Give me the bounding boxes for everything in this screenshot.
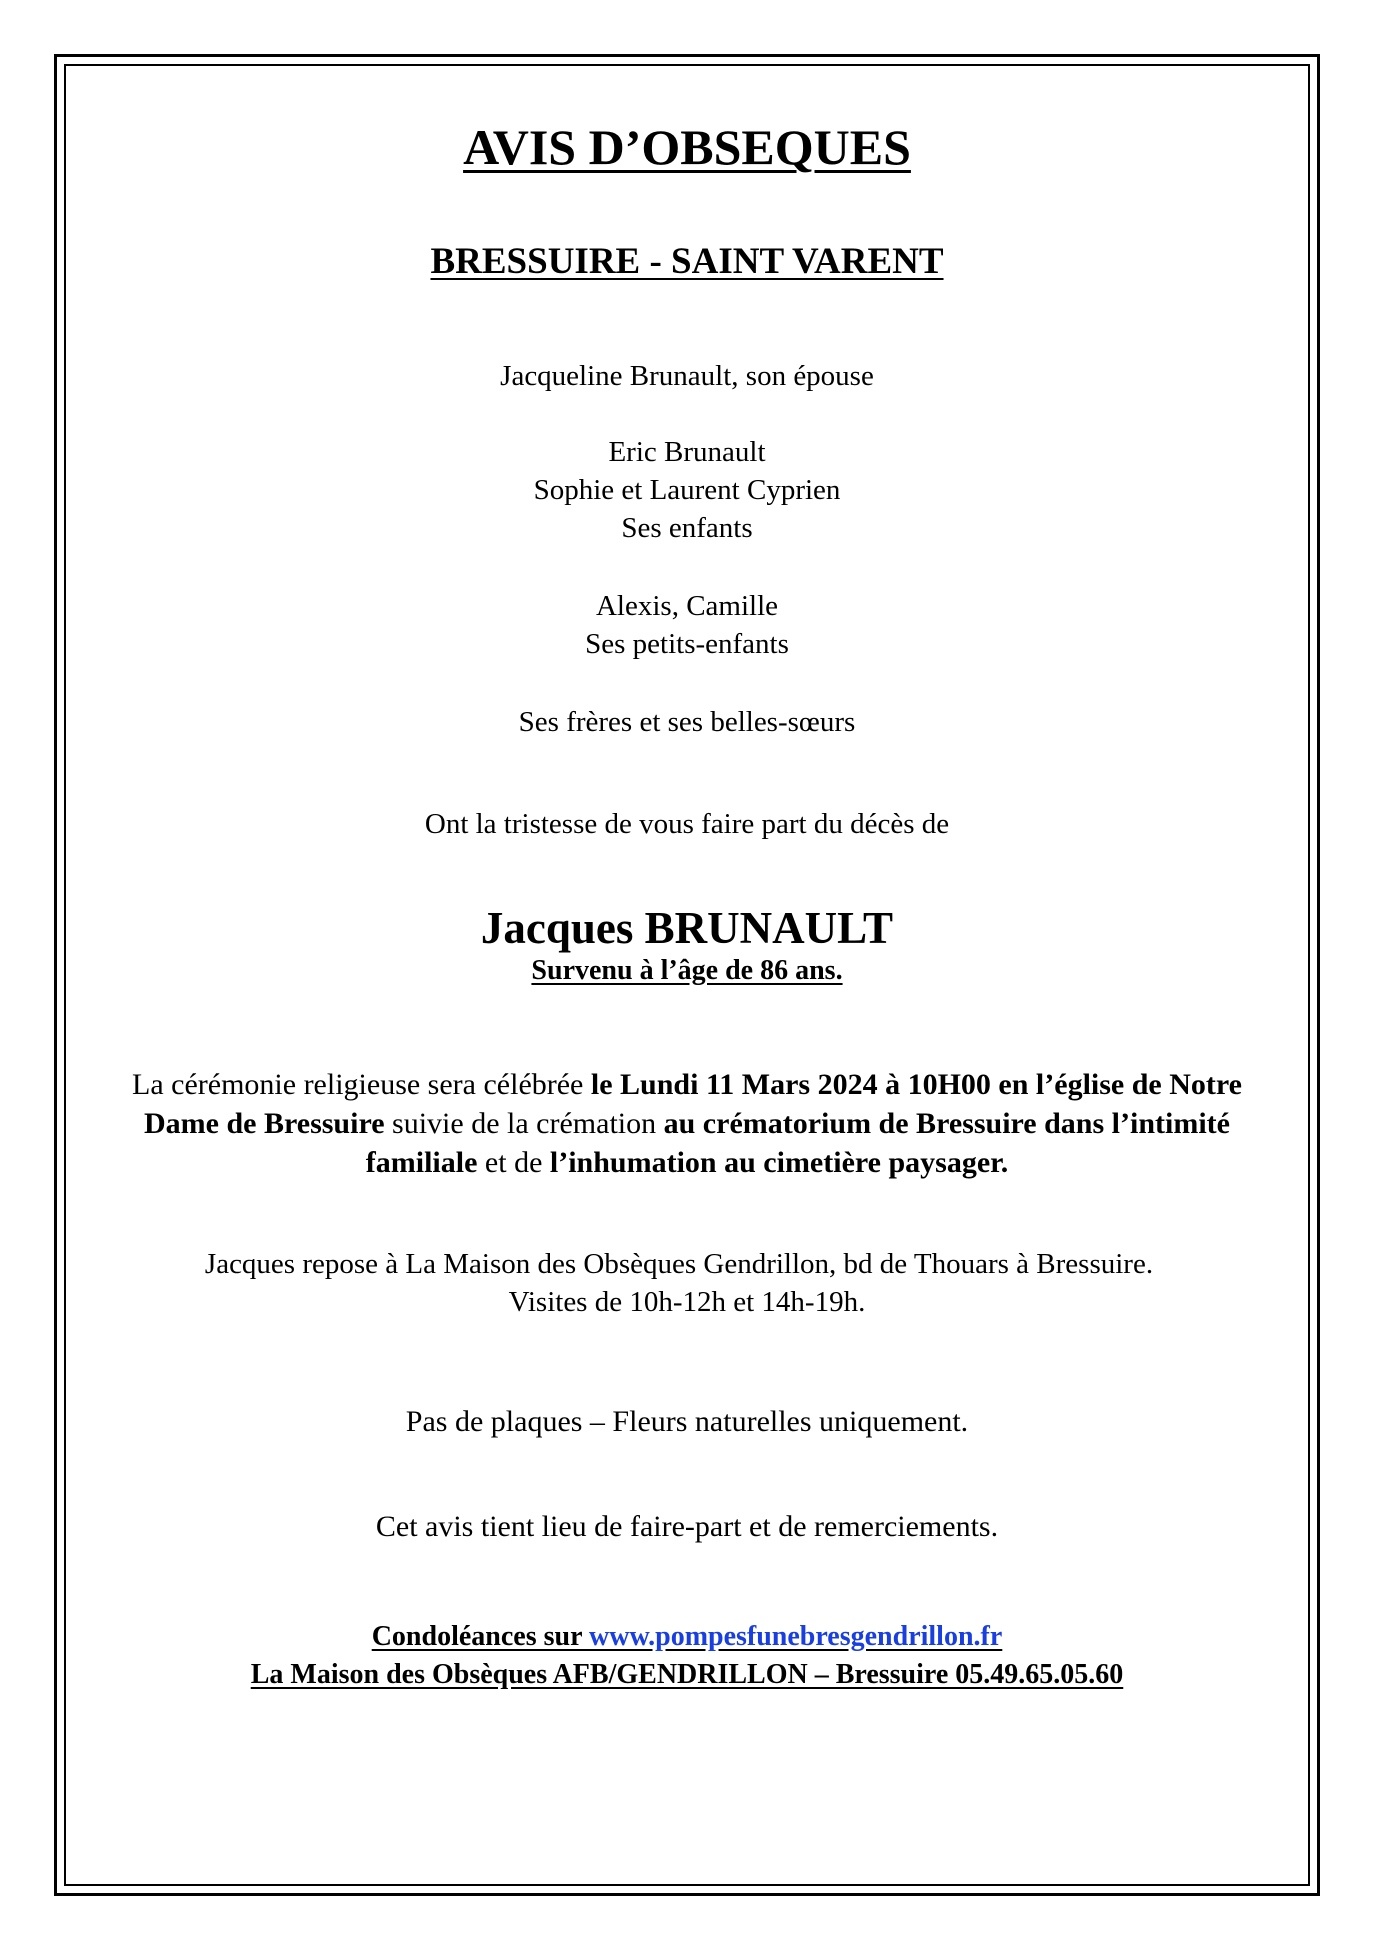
condolences-line xyxy=(64,1621,1310,1653)
ceremony-date-place: le Lundi 11 Mars 2024 à 10H00 en l’église de Notre Dame de Bressuire xyxy=(144,1068,1242,1140)
child-line: Eric Brunault xyxy=(608,436,766,468)
deceased-name: Jacques BRUNAULT xyxy=(480,903,894,953)
ceremony-text: La cérémonie religieuse sera célébrée xyxy=(132,1068,591,1101)
grandchildren-label: Ses petits-enfants xyxy=(585,628,789,660)
age-line: Survenu à l’âge de 86 ans. xyxy=(531,955,843,986)
cremation-place: au crématorium de Bressuire dans l’intimité familiale xyxy=(365,1107,1230,1179)
children-label: Ses enfants xyxy=(621,512,753,544)
grandchildren-line: Alexis, Camille xyxy=(595,590,779,622)
notice-location: BRESSUIRE - SAINT VARENT xyxy=(430,241,944,282)
ceremony-text: et de xyxy=(477,1146,550,1179)
child-line: Sophie et Laurent Cyprien xyxy=(533,474,841,506)
funeral-home-line: La Maison des Obsèques AFB/GENDRILLON – Bressuire 05.49.65.05.60 xyxy=(250,1659,1124,1690)
repose-line: Jacques repose à La Maison des Obsèques Gendrillon, bd de Thouars à Bressuire. xyxy=(204,1248,1154,1280)
ceremony-text: suivie de la crémation xyxy=(384,1107,664,1140)
notice-note-line: Cet avis tient lieu de faire-part et de remerciements. xyxy=(375,1510,999,1543)
flowers-line: Pas de plaques – Fleurs naturelles uniquement. xyxy=(405,1405,969,1438)
notice-title: AVIS D’OBSEQUES xyxy=(463,119,911,175)
website-link[interactable]: www.pompesfunebresgendrillon.fr xyxy=(589,1621,1003,1652)
announcement-line: Ont la tristesse de vous faire part du décès de xyxy=(424,808,950,840)
siblings-line: Ses frères et ses belles-sœurs xyxy=(518,706,856,738)
condolences-label: Condoléances sur xyxy=(371,1621,589,1652)
ceremony-paragraph xyxy=(110,1065,1264,1182)
spouse-line: Jacqueline Brunault, son épouse xyxy=(500,360,874,392)
burial-place: l’inhumation au cimetière paysager. xyxy=(549,1146,1009,1179)
visits-line: Visites de 10h-12h et 14h-19h. xyxy=(508,1286,866,1318)
